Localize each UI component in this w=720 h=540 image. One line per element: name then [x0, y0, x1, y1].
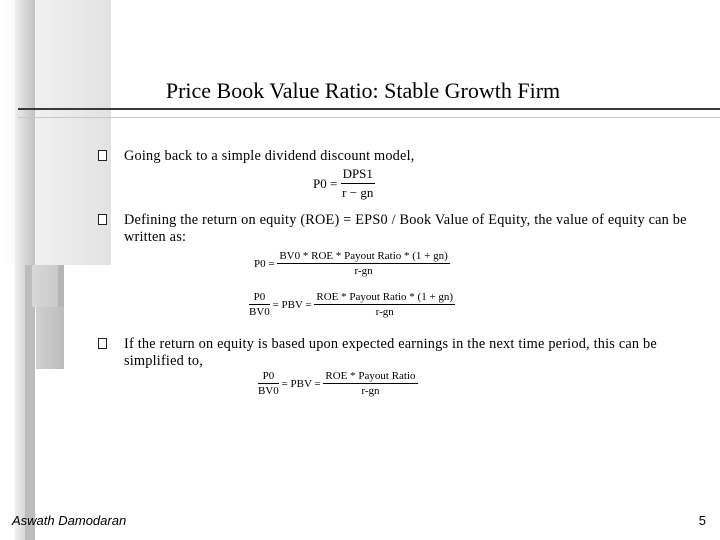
formula-denominator: r − gn — [342, 185, 374, 200]
formula-lhs-denominator: BV0 — [258, 385, 279, 397]
bullet-text-1: Going back to a simple dividend discount model, — [124, 148, 415, 164]
formula-numerator: BV0 * ROE * Payout Ratio * (1 + gn) — [279, 250, 448, 262]
title-divider — [18, 108, 720, 110]
formula-denominator: r-gn — [375, 306, 394, 318]
formula-numerator: ROE * Payout Ratio * (1 + gn) — [316, 291, 454, 303]
page-number: 5 — [698, 513, 706, 528]
decorative-background-bar — [25, 0, 111, 265]
formula-numerator: DPS1 — [341, 166, 375, 184]
bullet-icon — [98, 338, 107, 349]
formula-lhs-numerator: P0 — [249, 291, 270, 305]
formula-denominator: r-gn — [354, 265, 373, 277]
formula-lhs: P0 = — [313, 175, 338, 191]
formula-p0-roe — [254, 250, 450, 277]
formula-lhs-denominator: BV0 — [249, 306, 270, 318]
formula-denominator: r-gn — [361, 385, 380, 397]
bullet-icon — [98, 214, 107, 225]
formula-pbv-full — [249, 291, 455, 318]
formula-pbv-simplified — [258, 370, 418, 397]
slide-title: Price Book Value Ratio: Stable Growth Firm — [165, 78, 561, 103]
bullet-icon — [98, 150, 107, 161]
formula-lhs-numerator: P0 — [258, 370, 279, 384]
formula-numerator: ROE * Payout Ratio — [325, 370, 416, 382]
formula-equals: = PBV = — [281, 377, 321, 390]
footer-author: Aswath Damodaran — [12, 513, 127, 528]
decorative-background-bar — [58, 265, 64, 307]
bullet-text-2: Defining the return on equity (ROE) = EPS0 / Book Value of Equity, the value of equity can be written as: — [124, 212, 687, 245]
decorative-background-bar — [36, 307, 64, 369]
title-divider-shadow — [18, 117, 720, 118]
bullet-text-3: If the return on equity is based upon expected earnings in the next time period, this can be simplified to, — [124, 336, 657, 369]
formula-lhs: P0 = — [254, 257, 275, 270]
formula-ddm — [313, 166, 375, 201]
formula-equals: = PBV = — [272, 298, 312, 311]
